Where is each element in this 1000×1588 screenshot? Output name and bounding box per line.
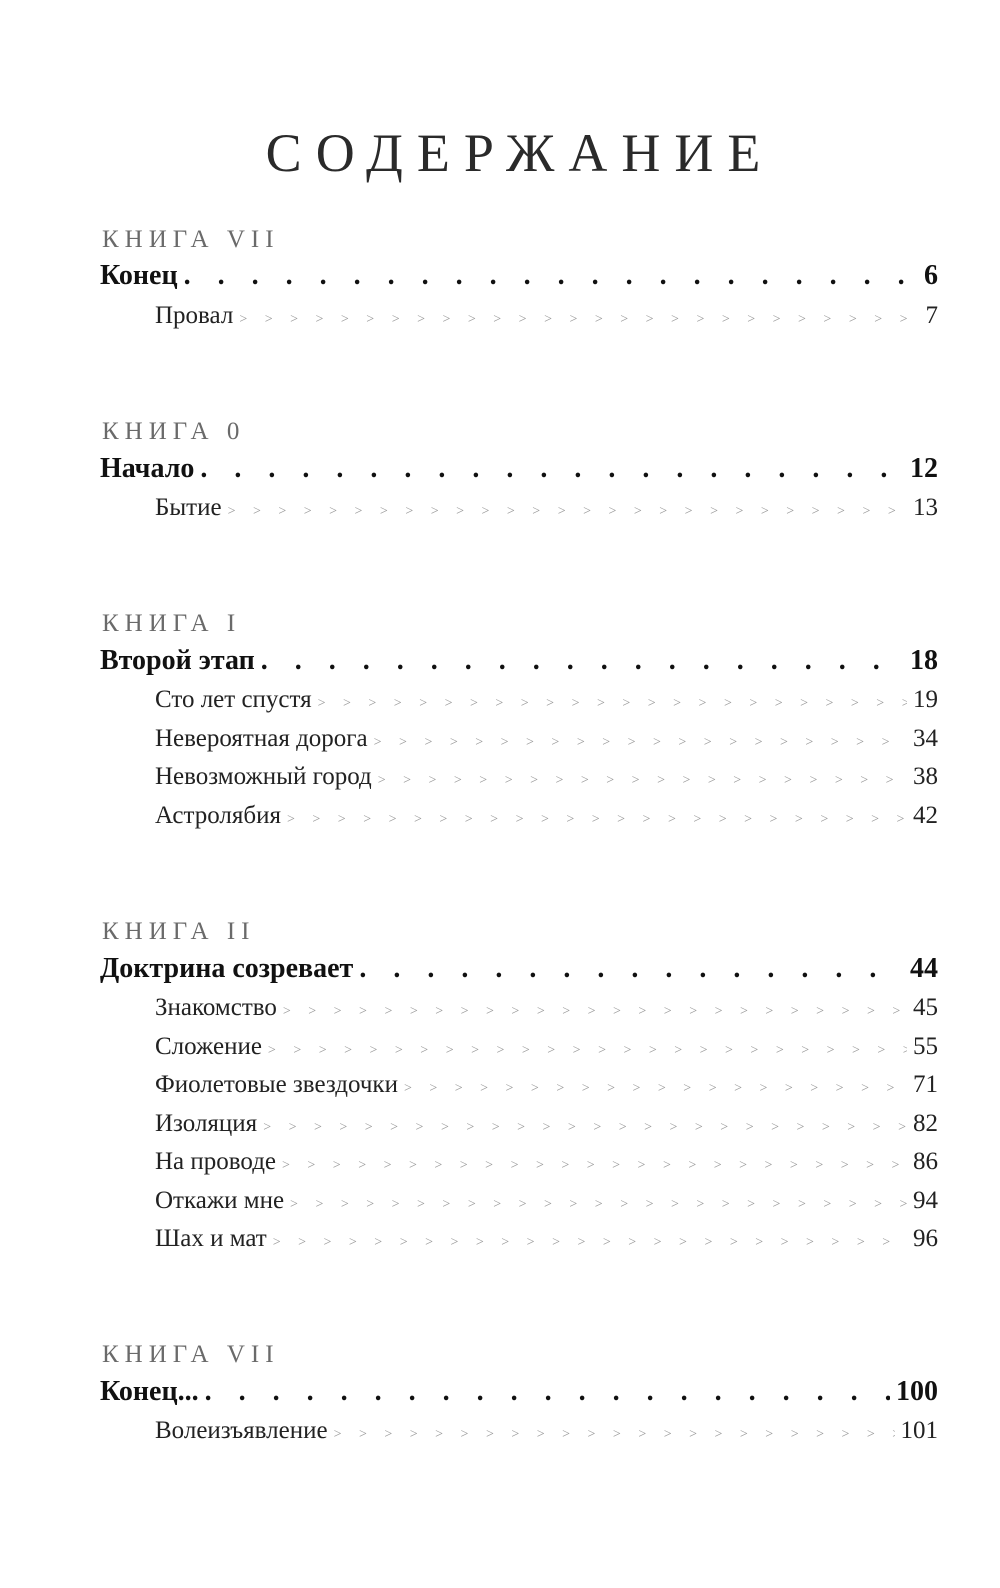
section-page-number: 38 (913, 763, 938, 790)
dot-leader (378, 765, 907, 797)
dot-leader (228, 496, 907, 528)
dot-leader (263, 1112, 907, 1144)
toc-section-entry[interactable] (155, 1108, 938, 1144)
toc-section-entry[interactable] (155, 300, 938, 336)
section-page-number: 94 (913, 1187, 938, 1214)
dot-leader (282, 1150, 907, 1182)
section-page-number: 101 (900, 1417, 938, 1444)
toc-section-entry[interactable] (155, 1069, 938, 1105)
book-label: КНИГА 0 (102, 418, 246, 445)
chapter-page-number: 6 (924, 260, 938, 291)
section-title: Невероятная дорога (155, 725, 368, 752)
section-title: Провал (155, 302, 234, 329)
toc-section-entry[interactable] (155, 723, 938, 759)
dot-leader (359, 951, 904, 987)
dot-leader (334, 1419, 895, 1451)
section-title: Сложение (155, 1033, 262, 1060)
section-page-number: 96 (913, 1225, 938, 1252)
toc-section-entry[interactable] (155, 492, 938, 528)
section-title: Шах и мат (155, 1225, 267, 1252)
toc-section-entry[interactable] (155, 1223, 938, 1259)
section-title: Астролябия (155, 802, 282, 829)
toc-section-entry[interactable] (155, 1185, 938, 1221)
chapter-title: Конец (100, 260, 178, 291)
section-title: Фиолетовые звездочки (155, 1071, 398, 1098)
chapter-page-number: 12 (910, 453, 938, 484)
chapter-title: Доктрина созревает (100, 953, 354, 984)
section-title: Изоляция (155, 1110, 258, 1137)
toc-chapter-entry[interactable] (100, 451, 938, 487)
section-page-number: 42 (913, 802, 938, 829)
dot-leader (290, 1189, 907, 1221)
section-title: Сто лет спустя (155, 686, 312, 713)
toc-section-entry[interactable] (155, 1146, 938, 1182)
section-page-number: 82 (913, 1110, 938, 1137)
section-page-number: 86 (913, 1148, 938, 1175)
dot-leader (261, 643, 904, 679)
toc-chapter-entry[interactable] (100, 1374, 938, 1410)
section-page-number: 19 (913, 686, 938, 713)
toc-chapter-entry[interactable] (100, 643, 938, 679)
toc-section-entry[interactable] (155, 1031, 938, 1067)
dot-leader (184, 258, 918, 294)
toc-section-entry[interactable] (155, 992, 938, 1028)
section-page-number: 34 (913, 725, 938, 752)
book-label: КНИГА II (102, 918, 256, 945)
section-title: Волеизъявление (155, 1417, 328, 1444)
toc-chapter-entry[interactable] (100, 258, 938, 294)
toc-section-entry[interactable] (155, 684, 938, 720)
section-title: Откажи мне (155, 1187, 285, 1214)
book-label: КНИГА I (102, 610, 242, 637)
chapter-page-number: 44 (910, 953, 938, 984)
book-label: КНИГА VII (102, 226, 280, 253)
dot-leader (200, 451, 904, 487)
section-page-number: 7 (925, 302, 938, 329)
section-page-number: 13 (913, 494, 938, 521)
section-page-number: 55 (913, 1033, 938, 1060)
chapter-title: Второй этап (100, 645, 255, 676)
section-page-number: 71 (913, 1071, 938, 1098)
dot-leader (268, 1035, 907, 1067)
page-title: СОДЕРЖАНИЕ (265, 123, 775, 183)
dot-leader (318, 688, 907, 720)
chapter-page-number: 100 (896, 1376, 938, 1407)
toc-section-entry[interactable] (155, 1415, 938, 1451)
dot-leader (283, 996, 907, 1028)
toc-chapter-entry[interactable] (100, 951, 938, 987)
dot-leader (287, 804, 907, 836)
chapter-title: Начало (100, 453, 195, 484)
chapter-title: Конец... (100, 1376, 199, 1407)
section-title: Невозможный город (155, 763, 372, 790)
section-title: Бытие (155, 494, 222, 521)
dot-leader (205, 1374, 890, 1410)
dot-leader (404, 1073, 907, 1105)
book-label: КНИГА VII (102, 1341, 280, 1368)
dot-leader (239, 304, 919, 336)
section-page-number: 45 (913, 994, 938, 1021)
dot-leader (374, 727, 907, 759)
toc-section-entry[interactable] (155, 800, 938, 836)
section-title: Знакомство (155, 994, 277, 1021)
section-title: На проводе (155, 1148, 277, 1175)
toc-section-entry[interactable] (155, 761, 938, 797)
dot-leader (273, 1227, 907, 1259)
chapter-page-number: 18 (910, 645, 938, 676)
